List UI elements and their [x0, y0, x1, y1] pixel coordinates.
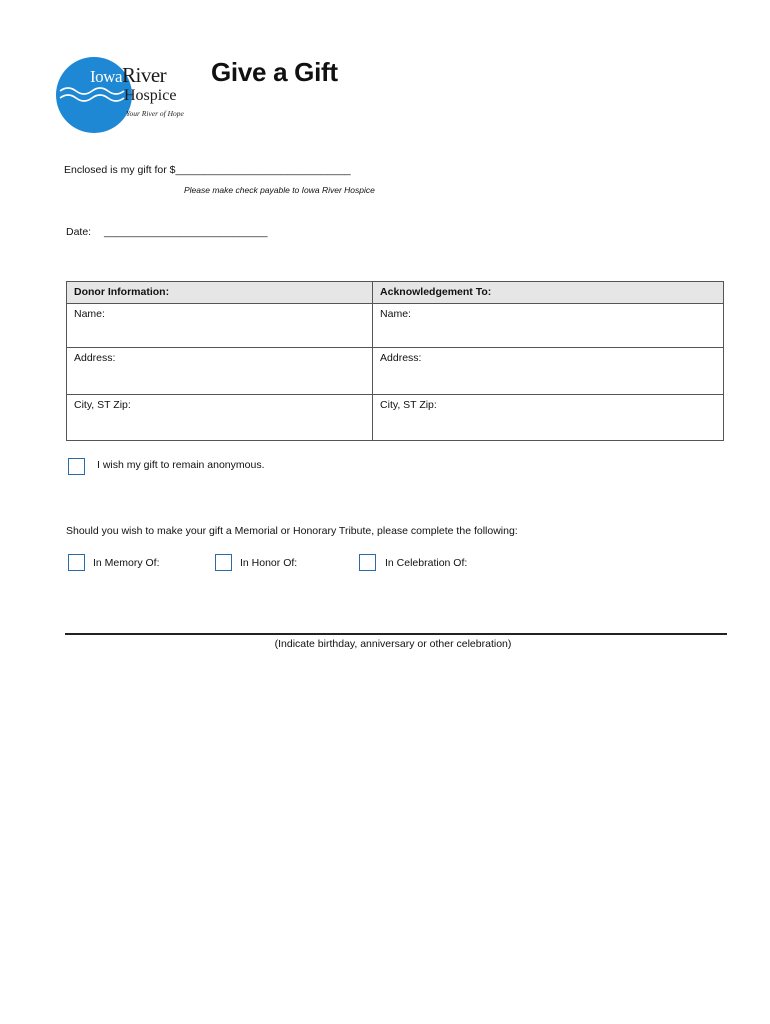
in-honor-checkbox[interactable] [215, 554, 232, 571]
celebration-note: (Indicate birthday, anniversary or other celebration) [274, 638, 512, 650]
ack-name-field[interactable]: Name: [373, 304, 724, 348]
in-memory-checkbox[interactable] [68, 554, 85, 571]
date-field[interactable]: ____________________________ [104, 226, 268, 238]
in-celebration-checkbox[interactable] [359, 554, 376, 571]
donor-name-field[interactable]: Name: [67, 304, 373, 348]
date-label: Date: [66, 226, 92, 238]
donor-info-table [66, 281, 724, 441]
gift-amount-line[interactable]: Enclosed is my gift for $______________________________ [64, 164, 351, 176]
ack-address-field[interactable]: Address: [373, 348, 724, 395]
logo-tagline: Your River of Hope [126, 109, 184, 118]
in-honor-label: In Honor Of: [240, 557, 298, 569]
celebration-rule[interactable] [65, 633, 727, 635]
logo-word-river: River [122, 63, 167, 87]
tribute-prompt: Should you wish to make your gift a Memorial or Honorary Tribute, please complete the following: [66, 525, 518, 537]
anonymous-label: I wish my gift to remain anonymous. [97, 459, 265, 471]
logo-word-hospice: Hospice [124, 87, 177, 104]
donor-city-st-zip-field[interactable]: City, ST Zip: [67, 395, 373, 441]
in-memory-label: In Memory Of: [93, 557, 160, 569]
payable-note: Please make check payable to Iowa River Hospice [184, 185, 375, 195]
donor-info-header: Donor Information: [67, 282, 373, 304]
ack-city-st-zip-field[interactable]: City, ST Zip: [373, 395, 724, 441]
in-celebration-label: In Celebration Of: [385, 557, 468, 569]
donor-address-field[interactable]: Address: [67, 348, 373, 395]
iowa-river-hospice-logo [56, 55, 196, 135]
logo-word-iowa: Iowa [90, 67, 122, 86]
anonymous-checkbox[interactable] [68, 458, 85, 475]
acknowledgement-header: Acknowledgement To: [373, 282, 724, 304]
page-title: Give a Gift [211, 57, 338, 87]
